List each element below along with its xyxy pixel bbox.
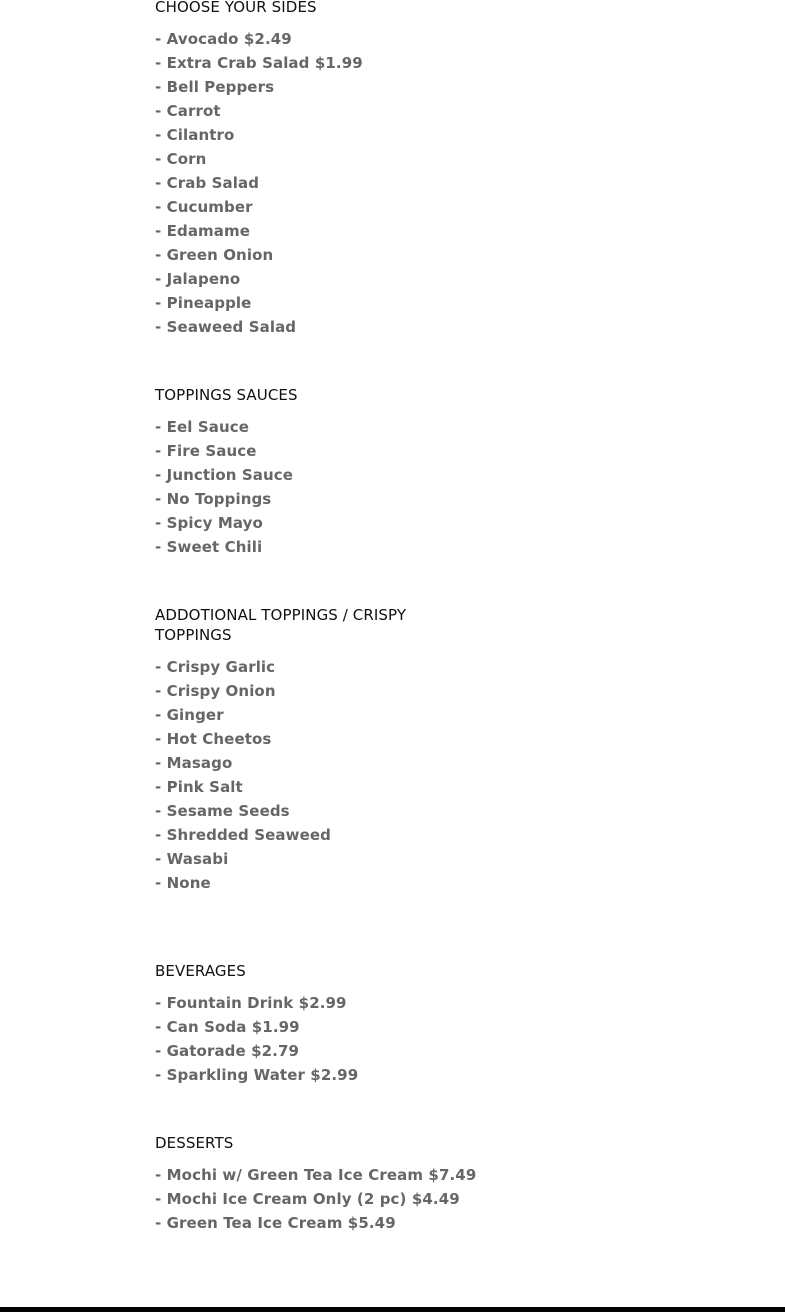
- additional-toppings-list: [155, 655, 455, 895]
- menu-item: - Fountain Drink $2.99: [155, 994, 347, 1012]
- menu-item: - Junction Sauce: [155, 466, 294, 484]
- page-bottom-border: [0, 1307, 785, 1312]
- beverages-list: [155, 991, 455, 1087]
- section-spacer: [155, 895, 455, 961]
- menu-item: - Seaweed Salad: [155, 318, 297, 336]
- section-spacer: [155, 559, 455, 605]
- menu-item: - Corn: [155, 150, 207, 168]
- section-title-beverages: BEVERAGES: [155, 962, 246, 980]
- menu-item: - Ginger: [155, 706, 224, 724]
- menu-item: - Jalapeno: [155, 270, 241, 288]
- section-title-sides: CHOOSE YOUR SIDES: [155, 0, 317, 16]
- section-beverages: [155, 961, 455, 1087]
- menu-item: - Edamame: [155, 222, 251, 240]
- menu-item: - Mochi Ice Cream Only (2 pc) $4.49: [155, 1190, 460, 1208]
- section-toppings-sauces: [155, 385, 455, 559]
- menu-item: - Crispy Onion: [155, 682, 276, 700]
- section-title-desserts: DESSERTS: [155, 1134, 234, 1152]
- menu-item: - Shredded Seaweed: [155, 826, 331, 844]
- menu-item: - Carrot: [155, 102, 221, 120]
- section-sides: [155, 0, 455, 339]
- desserts-list: [155, 1163, 477, 1235]
- menu-item: - Wasabi: [155, 850, 229, 868]
- section-additional-toppings: [155, 605, 455, 895]
- menu-item: - Bell Peppers: [155, 78, 275, 96]
- menu-item: - Spicy Mayo: [155, 514, 263, 532]
- menu-item: - Green Tea Ice Cream $5.49: [155, 1214, 396, 1232]
- menu-item: - Cilantro: [155, 126, 235, 144]
- section-title-additional-toppings: ADDOTIONAL TOPPINGS / CRISPY TOPPINGS: [155, 606, 407, 644]
- menu-item: - Cucumber: [155, 198, 253, 216]
- menu-item: - Hot Cheetos: [155, 730, 272, 748]
- menu-item: - Mochi w/ Green Tea Ice Cream $7.49: [155, 1166, 477, 1184]
- menu-item: - Gatorade $2.79: [155, 1042, 300, 1060]
- menu-item: - Extra Crab Salad $1.99: [155, 54, 363, 72]
- menu-content: [155, 0, 477, 1235]
- menu-item: - Green Onion: [155, 246, 274, 264]
- menu-item: - Sparkling Water $2.99: [155, 1066, 359, 1084]
- sides-list: [155, 27, 455, 339]
- menu-item: - Masago: [155, 754, 233, 772]
- menu-item: - Sweet Chili: [155, 538, 263, 556]
- section-desserts: [155, 1133, 477, 1235]
- menu-item: - Crab Salad: [155, 174, 260, 192]
- menu-item: - Avocado $2.49: [155, 30, 292, 48]
- menu-item: - No Toppings: [155, 490, 272, 508]
- menu-item: - None: [155, 874, 211, 892]
- menu-item: - Eel Sauce: [155, 418, 250, 436]
- menu-item: - Crispy Garlic: [155, 658, 276, 676]
- menu-item: - Pink Salt: [155, 778, 243, 796]
- menu-item: - Sesame Seeds: [155, 802, 290, 820]
- toppings-sauces-list: [155, 415, 455, 559]
- section-spacer: [155, 1087, 455, 1133]
- menu-item: - Fire Sauce: [155, 442, 257, 460]
- section-spacer: [155, 339, 455, 385]
- section-title-toppings-sauces: TOPPINGS SAUCES: [155, 386, 298, 404]
- menu-item: - Can Soda $1.99: [155, 1018, 300, 1036]
- menu-item: - Pineapple: [155, 294, 252, 312]
